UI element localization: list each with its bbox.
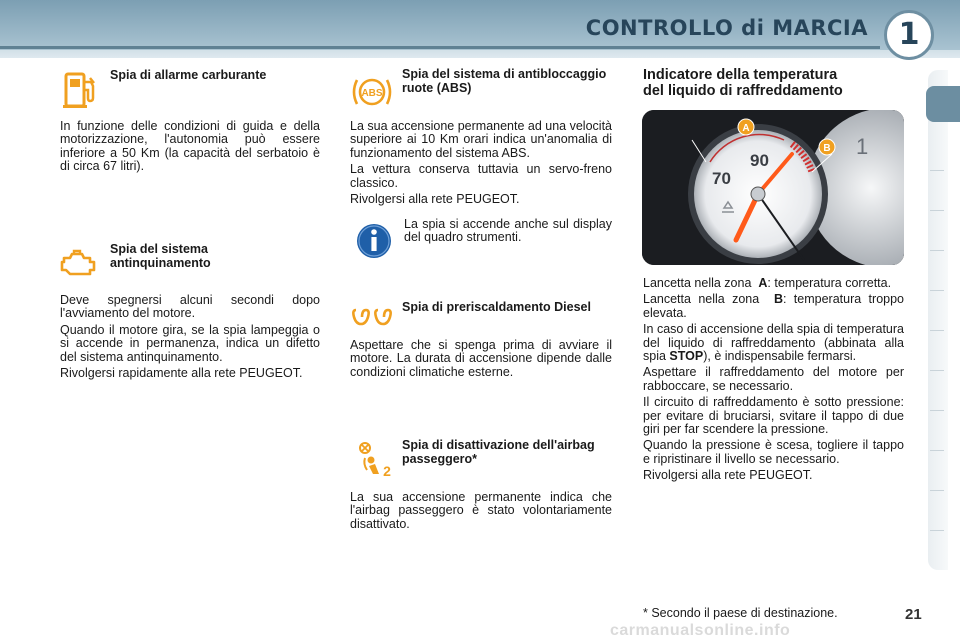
rail-tick xyxy=(930,290,944,291)
chapter-tab[interactable] xyxy=(926,86,960,122)
coolant-text xyxy=(643,277,904,486)
coolant-zone-a-prefix: Lancetta nella zona xyxy=(643,276,752,290)
coolant-p4: Aspettare il raffreddamento del motore per rabboccare, se necessario. xyxy=(643,365,904,393)
glow-text: Aspettare che si spenga prima di avviare il motore. La durata di accensione dipende dalle condizioni climatiche esterne. xyxy=(350,338,612,379)
gauge-mark-90: 90 xyxy=(750,151,769,170)
coolant-stop-prefix: In caso di accensione della spia di temperatura del liquido di raffreddamento (abbinata alla spia xyxy=(643,322,904,364)
abs-info: La spia si accende anche sul display del quadro strumenti. xyxy=(404,217,612,245)
watermark: carmanualsonline.info xyxy=(610,622,791,639)
fuel-pump-icon xyxy=(62,70,100,110)
fuel-text: In funzione delle condizioni di guida e della motorizzazione, l'autonomia può essere inferiore a 50 Km (la capacità del serbatoio è di circa 67 litri). xyxy=(60,119,320,174)
coolant-title-line1: Indicatore della temperatura xyxy=(643,67,838,83)
coolant-zone-b xyxy=(643,293,904,320)
fuel-title: Spia di allarme carburante xyxy=(110,68,267,82)
coolant-zone-a xyxy=(643,277,904,290)
gauge-label-b: B xyxy=(823,143,831,154)
coolant-zone-a-suffix: : temperatura corretta. xyxy=(767,276,892,290)
info-icon xyxy=(355,222,393,260)
rail-tick xyxy=(930,330,944,331)
page-number: 21 xyxy=(905,606,922,623)
svg-text:ABS: ABS xyxy=(361,88,383,99)
rail-tick xyxy=(930,450,944,451)
coolant-zone-b-suffix: : temperatura troppo elevata. xyxy=(643,292,905,320)
rail-tick xyxy=(930,170,944,171)
coolant-gauge-illustration xyxy=(642,110,904,265)
abs-p1: La sua accensione permanente ad una velocità superiore ai 10 Km orari indica un'anomalia di funzionamento del sistema ABS. xyxy=(350,119,612,160)
rail-tick xyxy=(930,210,944,211)
airbag-text: La sua accensione permanente indica che l'airbag passeggero è stato volontariamente disattivato. xyxy=(350,490,612,531)
airbag-off-icon xyxy=(355,440,395,480)
chapter-rail xyxy=(928,70,948,570)
coolant-zone-a-letter: A xyxy=(758,276,768,290)
page-title: CONTROLLO di MARCIA xyxy=(585,16,868,40)
engine-icon xyxy=(58,248,100,280)
coolant-p6: Quando la pressione è scesa, togliere il tappo e ripristinare il livello se necessario. xyxy=(643,438,904,466)
emission-p1: Deve spegnersi alcuni secondi dopo l'avviamento del motore. xyxy=(60,293,320,321)
rail-tick xyxy=(930,530,944,531)
rail-tick xyxy=(930,410,944,411)
coolant-p5: Il circuito di raffreddamento è sotto pressione: per evitare di bruciarsi, svitare il tappo di due giri per far scendere la pressione. xyxy=(643,395,904,437)
emission-p2: Quando il motore gira, se la spia lampeggia o si accende in permanenza, indica un difetto del sistema antinquinamento. xyxy=(60,322,320,364)
coolant-title-line2: del liquido di raffreddamento xyxy=(643,83,843,99)
coolant-gauge-image xyxy=(642,110,904,265)
coolant-stop-word: STOP xyxy=(669,349,704,364)
emission-p3: Rivolgersi rapidamente alla rete PEUGEOT. xyxy=(60,366,303,381)
abs-text xyxy=(350,120,612,209)
abs-icon xyxy=(350,72,394,112)
coolant-title xyxy=(643,67,913,99)
chapter-number: 1 xyxy=(884,10,934,60)
emission-text xyxy=(60,294,320,383)
rail-tick xyxy=(930,250,944,251)
abs-p2: La vettura conserva tuttavia un servo-freno classico. xyxy=(350,162,612,190)
glow-plug-icon xyxy=(352,304,394,330)
coolant-zone-b-letter: B xyxy=(773,292,783,307)
svg-text:2: 2 xyxy=(383,463,391,479)
footnote: * Secondo il paese di destinazione. xyxy=(643,606,838,620)
coolant-p7: Rivolgersi alla rete PEUGEOT. xyxy=(643,468,813,483)
coolant-stop-suffix: ), è indispensabile fermarsi. xyxy=(703,349,857,364)
emission-title: Spia del sistema antinquinamento xyxy=(110,242,211,270)
header-line xyxy=(0,46,880,49)
coolant-stop xyxy=(643,323,904,363)
rail-tick xyxy=(930,370,944,371)
gauge-mark-1: 1 xyxy=(856,134,869,159)
gauge-mark-70: 70 xyxy=(712,169,731,188)
abs-title: Spia del sistema di antibloccaggio ruote (ABS) xyxy=(402,67,607,95)
glow-title: Spia di preriscaldamento Diesel xyxy=(402,300,591,314)
rail-tick xyxy=(930,490,944,491)
airbag-title: Spia di disattivazione dell'airbag passeggero* xyxy=(402,438,595,466)
abs-p3: Rivolgersi alla rete PEUGEOT. xyxy=(350,192,520,207)
gauge-label-a: A xyxy=(742,123,750,134)
coolant-zone-b-prefix: Lancetta nella zona xyxy=(643,292,760,307)
